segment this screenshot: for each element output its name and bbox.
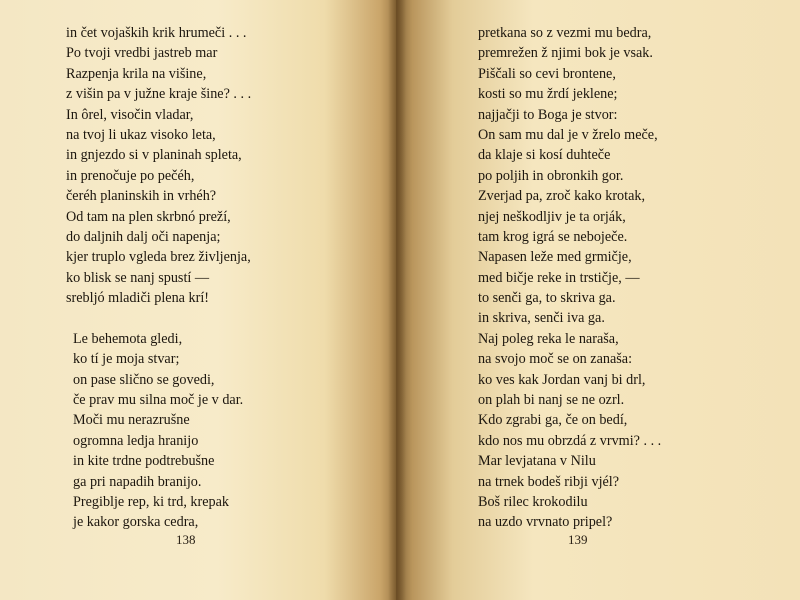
poem-line: in čet vojaških krik hrumeči . . .	[66, 25, 247, 41]
poem-line: na tvoj li ukaz visoko leta,	[66, 126, 216, 143]
poem-line: tam krog igrá se neboječe.	[478, 228, 628, 245]
poem-line: ko ves kak Jordan vanj bi drl,	[478, 371, 646, 388]
poem-line: pretkana so z vezmi mu bedra,	[478, 25, 652, 41]
book-gutter	[388, 0, 406, 600]
poem-line: čeréh planinskih in vrhéh?	[66, 188, 217, 205]
poem-line: njej neškodljiv je ta orják,	[478, 208, 626, 225]
poem-line: Zverjad pa, zroč kako krotak,	[478, 188, 646, 205]
poem-line: Od tam na plen skrbnó preží,	[66, 208, 231, 225]
poem-line: Kdo zgrabi ga, če on bedí,	[478, 412, 628, 429]
poem-line: srebljó mladiči plena krí!	[66, 290, 210, 307]
poem-line: da klaje si kosí duhteče	[478, 147, 611, 164]
poem-line: med bičje reke in trstičje, —	[478, 269, 640, 286]
poem-line: ko tí je moja stvar;	[73, 351, 180, 368]
poem-line: to senči ga, to skriva ga.	[478, 290, 616, 307]
poem-line: je kakor gorska cedra,	[73, 514, 199, 531]
poem-line: Moči mu nerazrušne	[73, 412, 190, 429]
poem-line: ogromna ledja hranijo	[73, 432, 199, 449]
poem-line: In ôrel, visočin vladar,	[66, 106, 194, 123]
poem-line: in prenočuje po pečéh,	[66, 167, 195, 184]
poem-line: On sam mu dal je v žrelo meče,	[478, 126, 658, 143]
right-page	[396, 0, 800, 600]
poem-line: na svojo moč se on zanaša:	[478, 351, 633, 368]
poem-line: Naj poleg reka le naraša,	[478, 330, 619, 347]
poem-line: na trnek bodeš ribji vjél?	[478, 473, 620, 490]
poem-line: kosti so mu žrdí jeklene;	[478, 86, 618, 103]
poem-line: on pase slično se govedi,	[73, 371, 215, 388]
stanza-break	[66, 308, 251, 328]
poem-line: z višin pa v južne kraje šine? . . .	[66, 86, 252, 103]
poem-line: Pregiblje rep, ki trd, krepak	[73, 493, 230, 510]
poem-line: Piščali so cevi brontene,	[478, 65, 616, 82]
poem-line: in skriva, senči iva ga.	[478, 310, 605, 327]
left-page	[0, 0, 396, 600]
poem-line: kdo nos mu obrzdá z vrvmi? . . .	[478, 432, 662, 449]
poem-line: do daljnih dalj oči napenja;	[66, 228, 221, 245]
poem-line: na uzdo vrvnato pripel?	[478, 514, 613, 531]
page-number-left: 138	[176, 532, 196, 547]
poem-line: Razpenja krila na višine,	[66, 65, 207, 82]
poem-line: ga pri napadih branijo.	[73, 473, 202, 490]
right-page-text	[478, 23, 661, 533]
poem-line: Le behemota gledi,	[73, 330, 183, 347]
poem-line: premrežen ž njimi bok je vsak.	[478, 45, 653, 62]
poem-line: Mar levjatana v Nilu	[478, 453, 596, 470]
poem-line: po poljih in obronkih gor.	[478, 167, 624, 184]
poem-line: on plah bi nanj se ne ozrl.	[478, 392, 625, 409]
poem-line: kjer truplo vgleda brez življenja,	[66, 249, 251, 266]
poem-line: ko blisk se nanj spustí —	[66, 269, 210, 286]
poem-line: Boš rilec krokodilu	[478, 493, 588, 510]
poem-line: najjačji to Boga je stvor:	[478, 106, 618, 123]
poem-line: in gnjezdo si v planinah spleta,	[66, 147, 242, 164]
poem-line: Napasen leže med grmičje,	[478, 249, 632, 266]
poem-line: če prav mu silna moč je v dar.	[73, 392, 244, 409]
poem-line: in kite trdne podtrebušne	[73, 453, 215, 470]
left-page-text	[66, 23, 251, 533]
page-number-right: 139	[568, 532, 588, 547]
poem-line: Po tvoji vredbi jastreb mar	[66, 45, 218, 62]
